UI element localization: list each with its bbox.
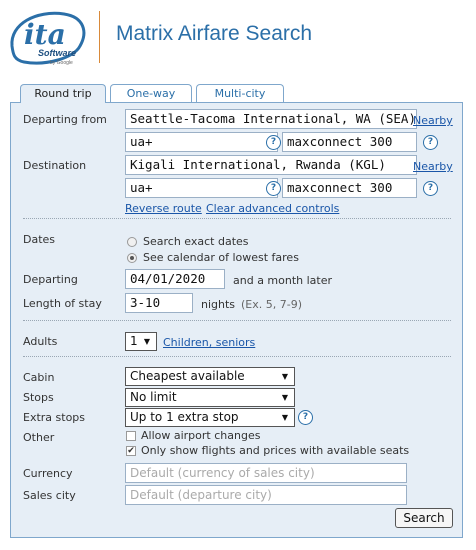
- adults-select-value: 1: [130, 334, 138, 348]
- triangle-down-icon: ▼: [143, 337, 150, 346]
- tab-one-way-label: One-way: [126, 87, 176, 100]
- adults-label: Adults: [23, 335, 58, 348]
- available-seats-checkbox[interactable]: [126, 446, 136, 456]
- search-button[interactable]: Search: [395, 508, 453, 528]
- dates-label: Dates: [23, 233, 56, 246]
- clear-advanced-controls-link[interactable]: Clear advanced controls: [206, 202, 340, 215]
- calendar-fares-radio[interactable]: [127, 253, 137, 263]
- tab-round-trip[interactable]: [20, 84, 106, 103]
- exact-dates-radio[interactable]: [127, 237, 137, 247]
- question-circle-icon[interactable]: ?: [266, 135, 281, 150]
- origin-input[interactable]: Seattle-Tacoma International, WA (SEA): [125, 109, 417, 129]
- triangle-down-icon: ▼: [281, 372, 288, 381]
- destination-input[interactable]: Kigali International, Rwanda (KGL): [125, 155, 417, 175]
- sales-city-input[interactable]: Default (departure city): [125, 485, 407, 505]
- stops-label: Stops: [23, 391, 54, 404]
- departing-date-input[interactable]: 04/01/2020: [125, 269, 225, 289]
- destination-extension-input[interactable]: maxconnect 300: [282, 178, 417, 198]
- calendar-fares-option-label: See calendar of lowest fares: [143, 251, 299, 264]
- other-label: Other: [23, 431, 55, 444]
- currency-label: Currency: [23, 467, 73, 480]
- cabin-select-value: Cheapest available: [130, 369, 245, 383]
- ita-software-logo: [6, 6, 90, 70]
- length-of-stay-label: Length of stay: [23, 297, 102, 310]
- sales-city-label: Sales city: [23, 489, 76, 502]
- nights-hint: (Ex. 5, 7-9): [241, 298, 302, 311]
- cabin-select[interactable]: [125, 367, 295, 386]
- tab-multi-city[interactable]: [196, 84, 284, 102]
- search-form-panel: [10, 102, 463, 538]
- departing-date-suffix: and a month later: [233, 274, 333, 287]
- stops-select[interactable]: [125, 388, 295, 407]
- stops-select-value: No limit: [130, 390, 177, 404]
- tab-multi-city-label: Multi-city: [214, 87, 266, 100]
- question-circle-icon[interactable]: ?: [423, 181, 438, 196]
- extra-stops-label: Extra stops: [23, 411, 86, 424]
- question-circle-icon[interactable]: ?: [298, 410, 313, 425]
- allow-airport-changes-label: Allow airport changes: [141, 429, 261, 442]
- tab-round-trip-label: Round trip: [34, 87, 92, 100]
- page-title: Matrix Airfare Search: [116, 22, 313, 45]
- logo-software-text: Software: [38, 48, 77, 58]
- logo-divider: [99, 11, 100, 63]
- extra-stops-select-value: Up to 1 extra stop: [130, 410, 239, 424]
- departing-label: Departing: [23, 273, 78, 286]
- destination-label: Destination: [23, 159, 87, 172]
- available-seats-label: Only show flights and prices with available seats: [141, 444, 410, 457]
- triangle-down-icon: ▼: [281, 413, 288, 422]
- question-circle-icon[interactable]: ?: [423, 135, 438, 150]
- logo-by-google-text: by Google: [50, 60, 73, 66]
- length-of-stay-input[interactable]: 3-10: [125, 293, 193, 313]
- logo-wordmark: ita: [24, 18, 66, 51]
- cabin-label: Cabin: [23, 371, 55, 384]
- nights-label: nights: [201, 298, 236, 311]
- children-seniors-link[interactable]: Children, seniors: [163, 336, 256, 349]
- tab-one-way[interactable]: [110, 84, 192, 102]
- question-circle-icon[interactable]: ?: [266, 181, 281, 196]
- origin-nearby-link[interactable]: Nearby: [413, 114, 453, 127]
- triangle-down-icon: ▼: [281, 393, 288, 402]
- exact-dates-option-label: Search exact dates: [143, 235, 249, 248]
- adults-select[interactable]: [125, 332, 157, 351]
- checkmark-icon: ✔: [127, 446, 135, 456]
- departing-from-label: Departing from: [23, 113, 107, 126]
- currency-input[interactable]: Default (currency of sales city): [125, 463, 407, 483]
- destination-nearby-link[interactable]: Nearby: [413, 160, 453, 173]
- origin-routing-input[interactable]: ua+: [125, 132, 278, 152]
- section-divider: [23, 218, 451, 219]
- allow-airport-changes-checkbox[interactable]: [126, 431, 136, 441]
- reverse-route-link[interactable]: Reverse route: [125, 202, 202, 215]
- section-divider: [23, 356, 451, 357]
- destination-routing-input[interactable]: ua+: [125, 178, 278, 198]
- section-divider: [23, 320, 451, 321]
- origin-extension-input[interactable]: maxconnect 300: [282, 132, 417, 152]
- extra-stops-select[interactable]: [125, 408, 295, 427]
